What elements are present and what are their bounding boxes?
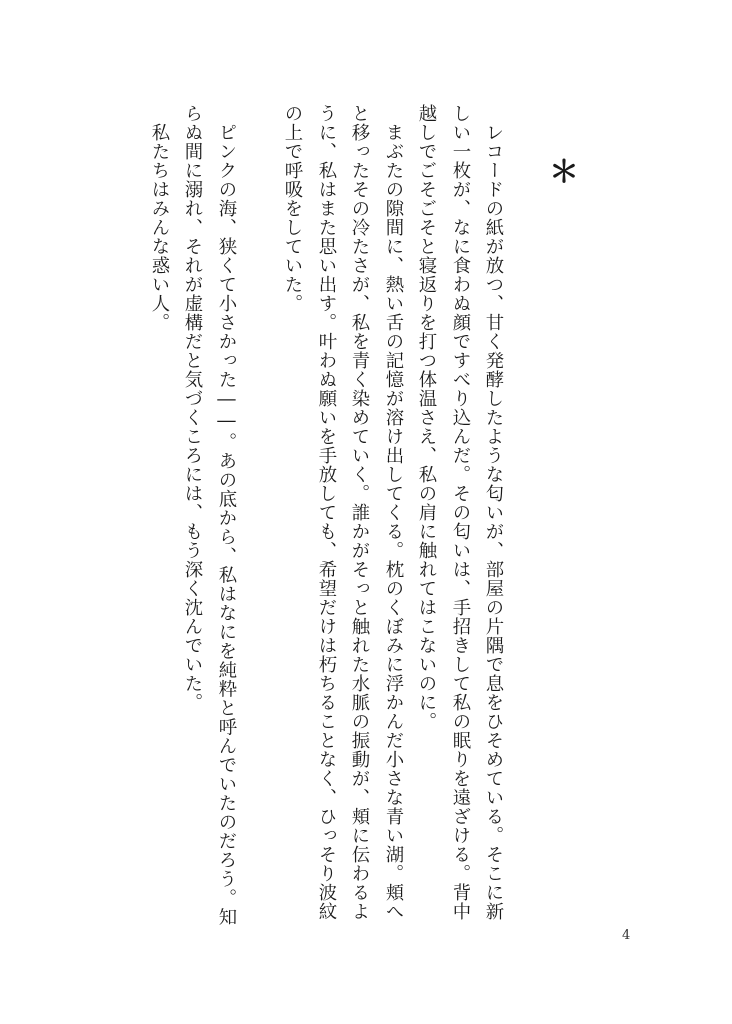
section-separator: ＊ [549,155,579,190]
text-column-1: レコードの紙が放つ、甘く発酵したような匂いが、部屋の片隅で息をひそめている。そこに新 [483,123,504,921]
page-number: 4 [622,928,631,943]
text-column-9: らぬ間に溺れ、それが虚構だと気づくころには、もう深く沈んでいた。 [182,104,203,712]
text-column-5: と移ったその冷たさが、私を青く染めていく。誰かがそっと触れた水脈の振動が、頬に伝わるよ [349,104,370,921]
text-column-6: うに、私はまた思い出す。叶わぬ願いを手放しても、希望だけは朽ちることなく、ひっそり波紋 [316,104,337,921]
text-column-3: 越しでごそごそと寝返りを打つ体温さえ、私の肩に触れてはこないのに。 [416,104,437,731]
text-column-4: まぶたの隙間に、熱い舌の記憶が溶け出してくる。枕のくぼみに浮かんだ小さな青い湖。頬へ [383,123,404,921]
text-column-10: 私たちはみんな惑い人。 [149,123,170,332]
text-column-7: の上で呼吸をしていた。 [282,104,303,313]
text-column-8: ピンクの海、狭くて小さかった――。あの底から、私はなにを純粋と呼んでいたのだろう。知 [216,123,237,927]
text-column-2: しい一枚が、なに食わぬ顔ですべり込んだ。その匂いは、手招きして私の眠りを遠ざける。背中 [450,104,471,921]
